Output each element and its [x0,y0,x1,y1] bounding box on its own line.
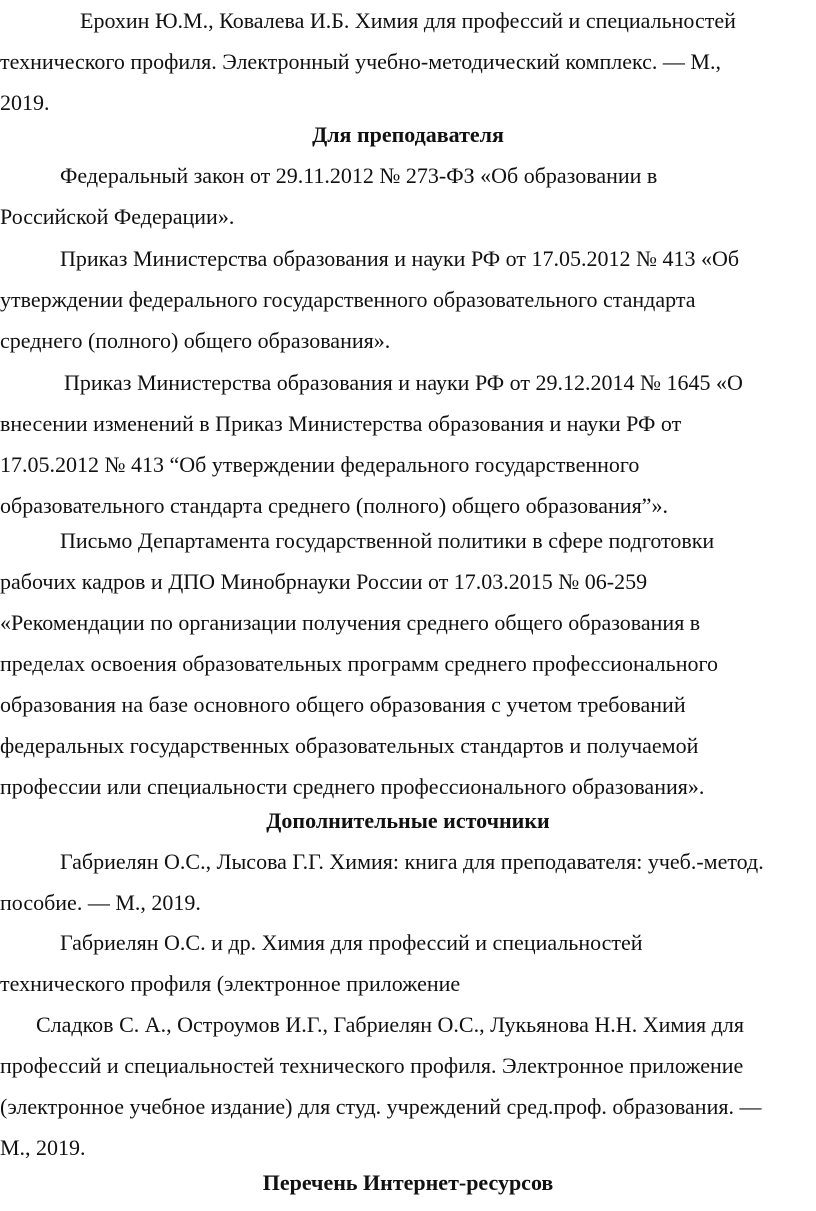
text-line: среднего (полного) общего образования». [0,328,391,353]
text-line: Федеральный закон от 29.11.2012 № 273-ФЗ «Об образовании в [60,163,658,188]
reference-order-1645 [0,362,816,526]
text-line: Российской Федерации». [0,204,235,229]
reference-order-413 [0,238,816,361]
heading-for-teacher: Для преподавателя [312,122,504,147]
text-line: Габриелян О.С. и др. Химия для профессий и специальностей [60,930,643,955]
text-line: утверждении федерального государственного образовательного стандарта [0,287,696,312]
text-line: Письмо Департамента государственной политики в сфере подготовки [60,528,715,553]
heading-internet-resources: Перечень Интернет-ресурсов [262,1170,554,1195]
text-line: профессий и специальностей технического профиля. Электронное приложение [0,1053,744,1078]
text-line: федеральных государственных образовательных стандартов и получаемой [0,733,699,758]
text-line: профессии или специальности среднего профессионального образования». [0,774,705,799]
text-line: технического профиля (электронное приложение [0,971,461,996]
text-line: 17.05.2012 № 413 “Об утверждении федерального государственного [0,452,640,477]
heading-additional-sources: Дополнительные источники [266,808,550,833]
text-line: М., 2019. [0,1135,86,1160]
text-line: рабочих кадров и ДПО Минобрнауки России от 17.03.2015 № 06-259 [0,569,648,594]
reference-letter-06-259 [0,520,816,807]
reference-erohin [0,0,816,123]
text-line: Приказ Министерства образования и науки РФ от 29.12.2014 № 1645 «О [64,370,743,395]
text-line: технического профиля. Электронный учебно-методический комплекс. — М., [0,49,721,74]
reference-gabrielyan-lysova [0,841,816,923]
reference-sladkov [0,1004,816,1168]
text-line: образовательного стандарта среднего (полного) общего образования”». [0,493,668,518]
text-line: Ерохин Ю.М., Ковалева И.Б. Химия для профессий и специальностей [80,8,736,33]
text-line: «Рекомендации по организации получения среднего общего образования в [0,610,701,635]
text-line: пределах освоения образовательных программ среднего профессионального [0,651,718,676]
text-line: Габриелян О.С., Лысова Г.Г. Химия: книга для преподавателя: учеб.-метод. [60,849,764,874]
reference-federal-law [0,155,816,237]
text-line: образования на базе основного общего образования с учетом требований [0,692,686,717]
text-line: пособие. — М., 2019. [0,890,201,915]
text-line: (электронное учебное издание) для студ. учреждений сред.проф. образования. — [0,1094,762,1119]
text-line: Сладков С. А., Остроумов И.Г., Габриелян О.С., Лукьянова Н.Н. Химия для [36,1012,744,1037]
text-line: внесении изменений в Приказ Министерства образования и науки РФ от [0,411,682,436]
text-line: Приказ Министерства образования и науки РФ от 17.05.2012 № 413 «Об [60,246,740,271]
text-line: 2019. [0,90,50,115]
reference-gabrielyan-et-al [0,922,816,1004]
